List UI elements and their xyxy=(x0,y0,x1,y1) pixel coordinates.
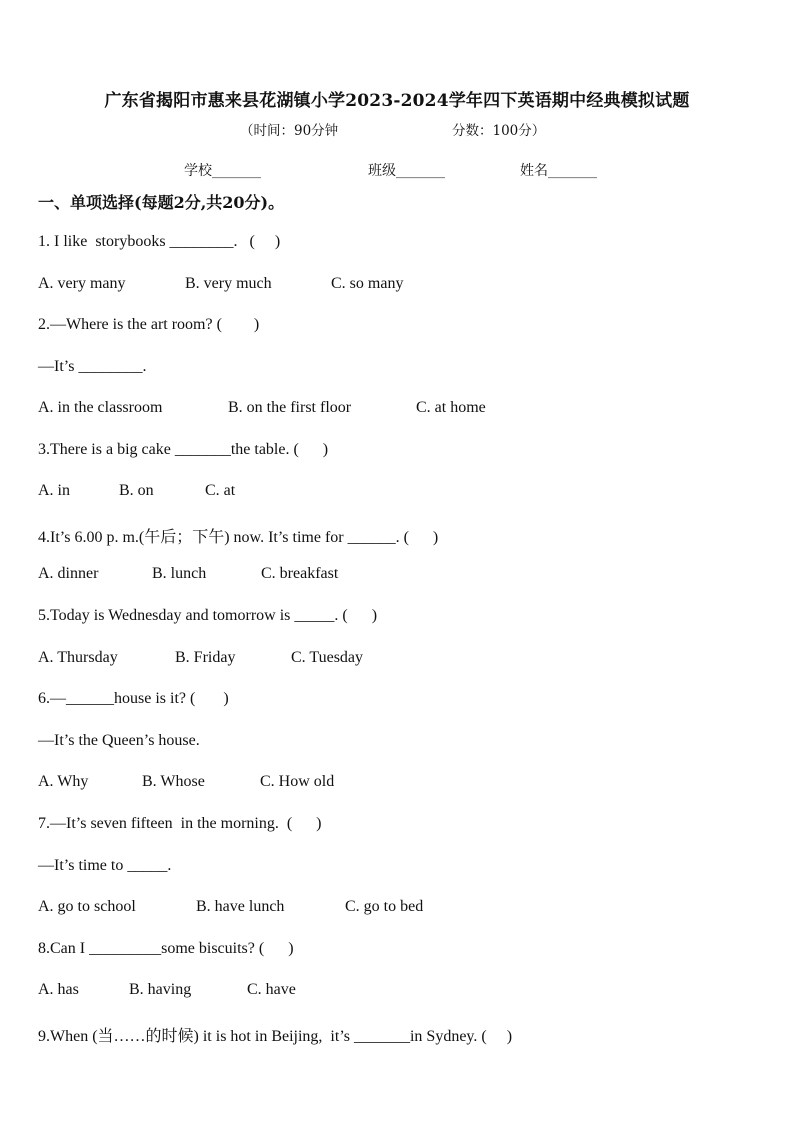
q1-option-b: B. very much xyxy=(185,275,272,292)
q6-option-a: A. Why xyxy=(38,773,89,790)
q6-option-c: C. How old xyxy=(260,773,335,790)
q7-option-b: B. have lunch xyxy=(196,898,285,915)
name-field: 姓名_______ xyxy=(520,163,597,179)
q3-option-a: A. in xyxy=(38,482,70,499)
question-2-line-1: 2.—Where is the art room? ( ) xyxy=(38,316,260,333)
section-title: 一、单项选择(每题2分,共20分)。 xyxy=(38,193,285,212)
q5-option-b: B. Friday xyxy=(175,649,236,666)
q7-option-c: C. go to bed xyxy=(345,898,424,915)
q2-option-b: B. on the first floor xyxy=(228,399,352,416)
q8-option-b: B. having xyxy=(129,981,192,998)
exam-title: 广东省揭阳市惠来县花湖镇小学2023-2024学年四下英语期中经典模拟试题 xyxy=(104,91,690,111)
q5-option-a: A. Thursday xyxy=(38,649,118,666)
question-1-line-1: 1. I like storybooks ________. ( ) xyxy=(38,233,281,250)
q7-option-a: A. go to school xyxy=(38,898,136,915)
q3-option-b: B. on xyxy=(119,482,154,499)
q8-option-a: A. has xyxy=(38,981,79,998)
q1-option-c: C. so many xyxy=(331,275,404,292)
q4-option-a: A. dinner xyxy=(38,565,99,582)
q2-option-c: C. at home xyxy=(416,399,486,416)
q5-option-c: C. Tuesday xyxy=(291,649,364,666)
q4-option-b: B. lunch xyxy=(152,565,207,582)
question-7-line-1: 7.—It’s seven fifteen in the morning. ( ) xyxy=(38,815,322,832)
q1-option-a: A. very many xyxy=(38,275,126,292)
q6-option-b: B. Whose xyxy=(142,773,205,790)
question-7-line-2: —It’s time to _____. xyxy=(38,857,172,874)
question-3-line-1: 3.There is a big cake _______the table. ( ) xyxy=(38,441,329,458)
question-6-line-2: —It’s the Queen’s house. xyxy=(38,732,200,749)
q4-option-c: C. breakfast xyxy=(261,565,339,582)
exam-time: （时间：90分钟 xyxy=(240,123,339,139)
question-9-line-1: 9.When (当……的时候) it is hot in Beijing, it’s _______in Sydney. ( ) xyxy=(38,1028,513,1045)
question-8-line-1: 8.Can I _________some biscuits? ( ) xyxy=(38,940,294,957)
question-6-line-1: 6.—______house is it? ( ) xyxy=(38,690,229,707)
school-field: 学校_______ xyxy=(184,163,261,179)
question-4-line-1: 4.It’s 6.00 p. m.(午后；下午) now. It’s time for ______. ( ) xyxy=(38,529,439,546)
question-2-line-2: —It’s ________. xyxy=(38,358,147,375)
class-field: 班级_______ xyxy=(368,163,445,179)
question-5-line-1: 5.Today is Wednesday and tomorrow is _____. ( ) xyxy=(38,607,378,624)
q2-option-a: A. in the classroom xyxy=(38,399,163,416)
q8-option-c: C. have xyxy=(247,981,296,998)
exam-score: 分数：100分） xyxy=(452,123,546,139)
q3-option-c: C. at xyxy=(205,482,236,499)
